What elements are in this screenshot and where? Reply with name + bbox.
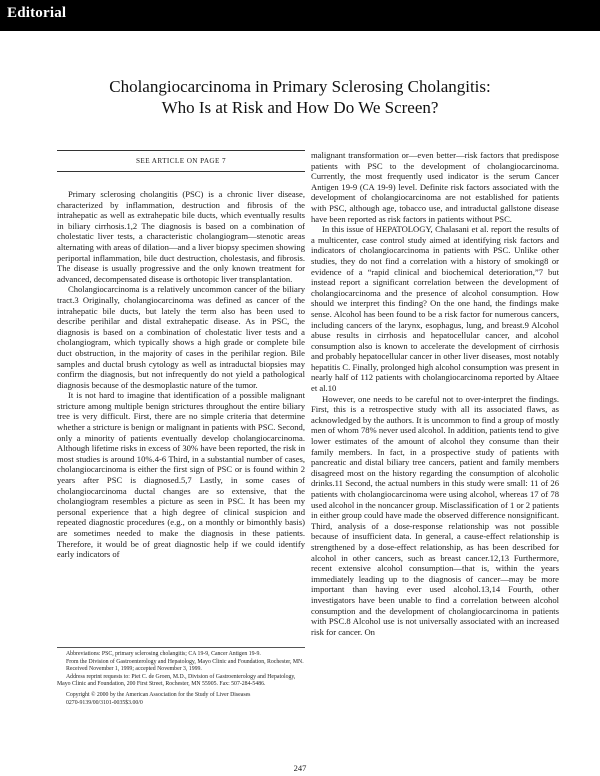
paragraph: Cholangiocarcinoma is a relatively uncommon cancer of the biliary tract.3 Originally, cholangiocarcinoma was defined as cancer of the intrahepatic bile ducts, but lately the term also has been used to describe perihilar and distal extrahepatic disease. As in PSC, the diagnosis is based on a combination of cholestatic liver tests and a cholangiogram, which typically shows a high grade or complete bile duct obstruction, in the majority of cases in the perihilar region. Bile samples and ductal brush cytology as well as intraductal biopsies may confirm the diagnosis, but not infrequently do not yield a pathological diagnosis because of the desmoplastic nature of the tumor. bbox=[57, 284, 305, 390]
footnote-address: Address reprint requests to: Piet C. de Groen, M.D., Division of Gastroenterology and Hepatology, Mayo Clinic and Foundation, 200 First Street, Rochester, MN 55905. Fax: 507-284-5486. bbox=[57, 673, 296, 688]
article-title bbox=[40, 76, 560, 118]
footnote-abbreviations: Abbreviations: PSC, primary sclerosing cholangitis; CA 19-9, Cancer Antigen 19-9. bbox=[66, 651, 261, 657]
right-column bbox=[311, 150, 559, 637]
page-number: 247 bbox=[293, 763, 307, 773]
paragraph: Primary sclerosing cholangitis (PSC) is a chronic liver disease, characterized by inflammation, destruction and fibrosis of the intrahepatic as well as extrahepatic bile ducts, which eventually results in biliary cirrhosis.1,2 The diagnosis is based on a combination of cholestatic liver tests, a characteristic cholangiogram—stenotic areas alternating with areas of dilation—and a liver biopsy specimen showing periportal inflammation, bile duct destruction, cholestasis, and fibrosis. The disease is usually progressive and the only known treatment for advanced, decompensated disease is orthotopic liver transplantation. bbox=[57, 189, 305, 284]
paragraph: malignant transformation or—even better—risk factors that predispose patients with PSC to the development of cholangiocarcinoma. Currently, the most frequently used indicator is the serum Cancer Antigen 19-9 (CA 19-9) level. Definite risk factors associated with the development of cholangiocarcinoma are not established for patients with PSC, although age, tobacco use, and intraductal gallstone disease have been reported as risk factors in patients without PSC. bbox=[311, 150, 559, 224]
paragraph: In this issue of HEPATOLOGY, Chalasani et al. report the results of a multicenter, case control study aimed at identifying risk factors and indicators of cholangiocarcinoma in patients with PSC. Unlike other studies, they do not find a correlation with a history of smoking8 or evidence of a “rapid clinical and biochemical deterioration,”7 but instead report a significant correlation between the development of cholangiocarcinoma and the presence of alcohol consumption. How should we interpret this finding? On the one hand, the findings make sense. Alcohol has been found to be a risk factor for numerous cancers, including cancers of the larynx, esophagus, lung, and breast.9 Alcohol abuse results in cirrhosis and hepatocellular cancer, and alcohol consumption also is known to accelerate the development of cirrhosis and probably hepatocellular cancer in other liver diseases, most notably hepatitis C. Finally, prolonged high alcohol consumption was present in nearly half of 112 patients with cholangiocarcinoma reported by Altaee et al.10 bbox=[311, 224, 559, 394]
article-title-line-1: Cholangiocarcinoma in Primary Sclerosing Cholangitis: bbox=[109, 77, 491, 96]
footnote-copyright: Copyright © 2000 by the American Association for the Study of Liver Diseases bbox=[66, 691, 251, 698]
left-column bbox=[57, 150, 305, 560]
footnotes bbox=[57, 647, 305, 707]
paragraph: It is not hard to imagine that identification of a possible malignant stricture among multiple benign strictures throughout the entire biliary tree is very difficult. First, there are no simple criteria that determine whether a stricture is benign or malignant in patients with PSC. Second, only a minority of patients eventually develop cholangiocarcinoma. Although lifetime risks in excess of 30% have been reported, the risk in most studies is around 10%.4-6 Third, in a substantial number of cases, cholangiocarcinoma is either the first sign of PSC or is found within 2 years after PSC is diagnosed.5,7 Lastly, in some cases of cholangiocarcinoma ductal changes are so extensive, that the cholangiogram resembles a picture as seen in PSC. It has been my personal experience that a high degree of clinical suspicion and repeated diagnostic procedures (e.g., on a monthly or bimonthly basis) are sometimes needed to make the diagnosis in these patients. Therefore, it would be of great diagnostic help if we could identify early indicators of bbox=[57, 390, 305, 560]
section-header-bar bbox=[0, 0, 600, 31]
paragraph: However, one needs to be careful not to over-interpret the findings. First, this is a retrospective study with all its associated flaws, as acknowledged by the authors. It is uncommon to find a group of mostly men of whom 78% never used alcohol. In addition, patients tend to give lower estimates of the amount of alcohol they consume than their family members. In fact, in a prospective study of patients with pancreatic and distal biliary tree cancers, patient and family members disagreed most on the history regarding the consumption of alcoholic drinks.11 Second, the actual numbers in this study were small: 11 of 26 patients with cholangiocarcinoma were using alcohol, whereas 17 of 78 used alcohol in the noncancer group. Misclassification of 1 or 2 patients in either group could have made the observed difference nonsignificant. Third, analysis of a dose-response relationship was not possible because of insufficient data. In general, a cause-effect relationship is strengthened by a dose-effect relationship, as has been described for alcohol in other cancers, such as breast cancer.12,13 Furthermore, recent extensive alcohol consumption—that is, within the years immediately leading up to the diagnosis of cancer—may be more important than having ever used alcohol.13,14 Fourth, other investigators have been unable to find a correlation between alcohol consumption and the development of cholangiocarcinoma in patients with PSC.8 Alcohol use is not universally associated with an increased risk for cancer. On bbox=[311, 393, 559, 637]
see-article-link[interactable]: SEE ARTICLE ON PAGE 7 bbox=[57, 150, 305, 172]
article-title-line-2: Who Is at Risk and How Do We Screen? bbox=[161, 98, 439, 117]
footnote-received: Received November 1, 1999; accepted November 3, 1999. bbox=[66, 666, 202, 673]
footnote-affiliation: From the Division of Gastroenterology and Hepatology, Mayo Clinic and Foundation, Rochester, MN. bbox=[66, 658, 304, 665]
section-label: Editorial bbox=[7, 5, 67, 21]
footnote-issn: 0270-9139/00/3101-0035$3.00/0 bbox=[66, 699, 143, 706]
